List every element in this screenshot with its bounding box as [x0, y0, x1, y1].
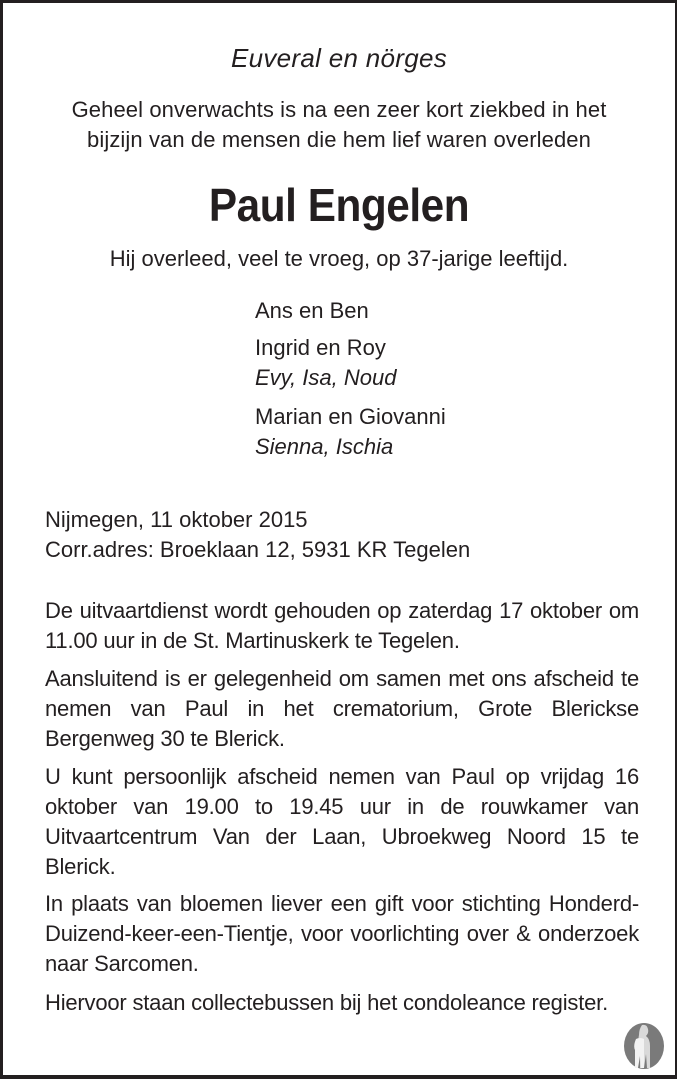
motto: Euveral en nörges	[230, 43, 448, 73]
family-group	[255, 333, 396, 393]
place-date: Nijmegen, 11 oktober 2015	[45, 507, 308, 532]
collection-paragraph: Hiervoor staan collectebussen bij het condoleance register.	[45, 990, 608, 1015]
viewing-paragraph: U kunt persoonlijk afscheid nemen van Paul op vrijdag 16 oktober van 19.00 to 19.45 uur in de rouwkamer van Uitvaartcentrum Van der Laan, Ubroekweg Noord 15 te Blerick.	[45, 764, 639, 879]
age-line: Hij overleed, veel te vroeg, op 37-jarige leeftijd.	[109, 246, 569, 271]
funeral-service-paragraph: De uitvaartdienst wordt gehouden op zaterdag 17 oktober om 11.00 uur in de St. Martinuskerk te Tegelen.	[45, 598, 639, 653]
intro-text	[3, 95, 675, 155]
crematorium-paragraph: Aansluitend is er gelegenheid om samen met ons afscheid te nemen van Paul in het crematorium, Grote Blerickse Bergenweg 30 te Blerick.	[45, 666, 639, 751]
family-names: Ans en Ben	[255, 298, 369, 323]
embracing-figures-icon	[620, 1021, 668, 1071]
family-children: Evy, Isa, Noud	[255, 365, 397, 390]
intro-line: Geheel onverwachts is na een zeer kort ziekbed in het	[71, 97, 607, 122]
family-group	[255, 402, 446, 462]
place-and-address	[45, 505, 470, 565]
family-names: Ingrid en Roy	[255, 335, 386, 360]
family-group	[255, 296, 369, 326]
intro-line: bijzijn van de mensen die hem lief waren overleden	[87, 127, 591, 152]
donation-paragraph: In plaats van bloemen liever een gift voor stichting Honderd-Duizend-keer-een-Tientje, voor voorlichting over & onderzoek naar Sarcomen.	[45, 891, 639, 976]
correspondence-address: Corr.adres: Broeklaan 12, 5931 KR Tegelen	[45, 537, 471, 562]
family-names: Marian en Giovanni	[255, 404, 446, 429]
family-children: Sienna, Ischia	[255, 434, 394, 459]
deceased-name: Paul Engelen	[208, 179, 470, 231]
